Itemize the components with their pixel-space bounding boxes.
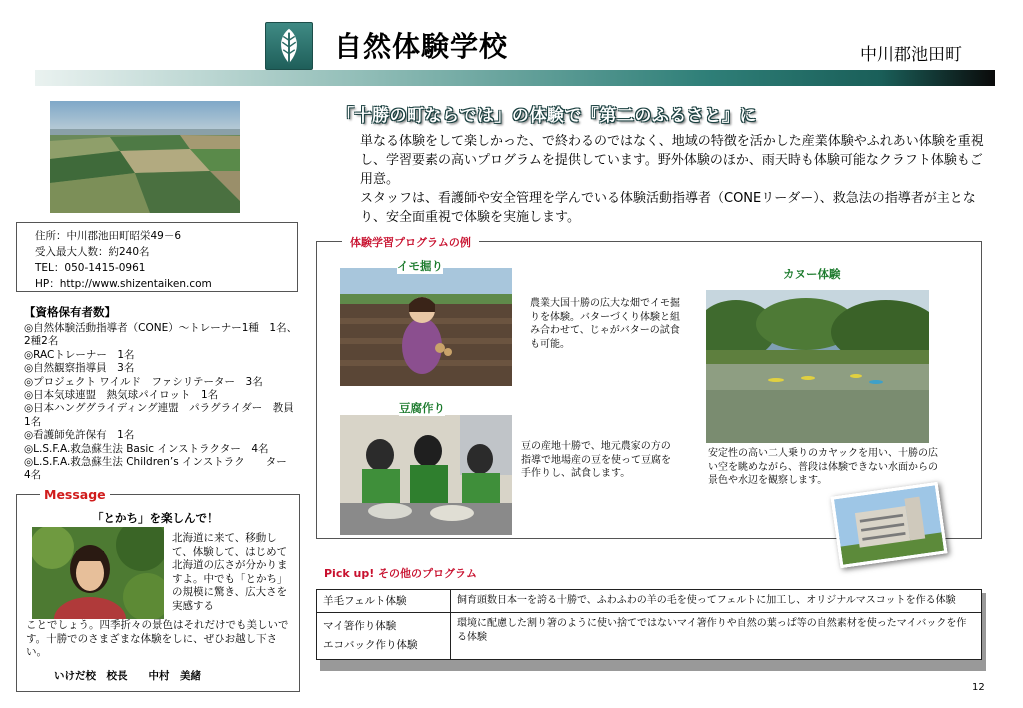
- leaf-icon: [265, 22, 313, 70]
- pickup-label: Pick up! その他のプログラム: [324, 567, 477, 580]
- programs-label: 体験学習プログラムの例: [342, 234, 479, 250]
- catchphrase: 「十勝の町ならでは」の体験で『第二のふるさと』に: [337, 106, 757, 126]
- potato-digging-text: 農業大国十勝の広大な畑でイモ掘りを体験。バターづくり体験と組み合わせて、じゃがバターの試食も可能。: [530, 298, 680, 350]
- message-heading: 「とかち」を楽しんで！: [92, 511, 219, 525]
- message-side-text: 北海道に来て、移動して、体験して、はじめて北海道の広さが分かりますよ。中でも「とかち」の規模に驚き、広大さを実感する: [172, 532, 288, 612]
- header-bar: [35, 70, 995, 86]
- intro-text: [360, 132, 985, 227]
- canoe-text: 安定性の高い二人乗りのカヤックを用い、十勝の広い空を眺めながら、普段は体験できない水面からの景色や水辺を観察します。: [708, 448, 938, 486]
- program-description: 飼育頭数日本一を誇る十勝で、ふわふわの羊の毛を使ってフェルトに加工し、オリジナルマスコットを作る体験: [451, 590, 982, 613]
- town-name: 中川郡池田町: [860, 45, 962, 65]
- aerial-photo: [50, 101, 240, 213]
- contact-info-box: [16, 222, 298, 292]
- page-number: 12: [972, 682, 985, 693]
- homepage: HP：http://www.shizentaiken.com: [35, 278, 212, 290]
- list-item: ◎看護師免許保有 1名: [24, 429, 135, 442]
- phone: TEL：050-1415-0961: [35, 262, 146, 274]
- intro-paragraph-1: 単なる体験をして楽しかった、で終わるのではなく、地域の特徴を活かした産業体験やふれあい体験を重視し、学習要素の高いプログラムを提供しています。野外体験のほか、雨天時も体験可能なクラフト体験もご用意。: [360, 134, 984, 187]
- tofu-making-title: 豆腐作り: [399, 401, 445, 415]
- list-item: ◎RACトレーナー 1名: [24, 348, 135, 361]
- intro-paragraph-2: スタッフは、看護師や安全管理を学んでいる体験活動指導者（CONEリーダー）、救急法の指導者が主となり、安全面重視で体験を実施します。: [360, 191, 976, 225]
- message-signature: いけだ校 校長 中村 美緒: [54, 670, 201, 682]
- program-name: 羊毛フェルト体験: [317, 590, 451, 613]
- canoe-title: カヌー体験: [783, 267, 841, 281]
- message-bottom-text: ことでしょう。四季折々の景色はそれだけでも美しいです。十勝でのさまざまな体験をしに、ぜひお越し下さい。: [26, 619, 289, 659]
- list-item: ◎自然体験活動指導者（CONE）～トレーナー1種 1名、2種2名: [24, 322, 298, 348]
- list-item: ◎自然観察指導員 3名: [24, 362, 135, 375]
- table-row: [317, 613, 982, 660]
- principal-portrait: [32, 527, 164, 619]
- capacity: 受入最大人数：約240名: [35, 246, 150, 258]
- program-description: 環境に配慮した割り箸のように使い捨てではないマイ箸作りや自然の葉っぱ等の自然素材を使ったマイバックを作る体験: [451, 613, 982, 660]
- pickup-table: [316, 589, 982, 660]
- list-item: ◎日本気球連盟 熱気球パイロット 1名: [24, 389, 219, 402]
- list-item: ◎プロジェクト ワイルド ファシリテーター 3名: [24, 375, 263, 388]
- qualifications-title: 【資格保有者数】: [24, 305, 116, 319]
- address: 住所：中川郡池田町昭栄49－6: [35, 230, 182, 242]
- potato-digging-photo: [340, 268, 512, 386]
- table-row: [317, 590, 982, 613]
- qualifications-list: [24, 322, 305, 483]
- tofu-making-text: 豆の産地十勝で、地元農家の方の指導で地場産の豆を使って豆腐を手作りし、試食します。: [521, 441, 671, 479]
- message-label: Message: [40, 487, 110, 502]
- tofu-making-photo: [340, 415, 512, 535]
- program-name: マイ箸作り体験 エコバック作り体験: [317, 613, 451, 660]
- list-item: ◎L.S.F.A.救急蘇生法 Children’s インストラク ター 4名: [24, 456, 298, 482]
- canoe-photo: [706, 290, 929, 443]
- list-item: ◎日本ハンググライディング連盟 パラグライダー 教員 1名: [24, 402, 305, 428]
- list-item: ◎L.S.F.A.救急蘇生法 Basic インストラクター 4名: [24, 442, 269, 455]
- page-title: 自然体験学校: [334, 30, 509, 63]
- potato-digging-title: イモ掘り: [397, 259, 443, 273]
- school-building-photo: [831, 482, 948, 568]
